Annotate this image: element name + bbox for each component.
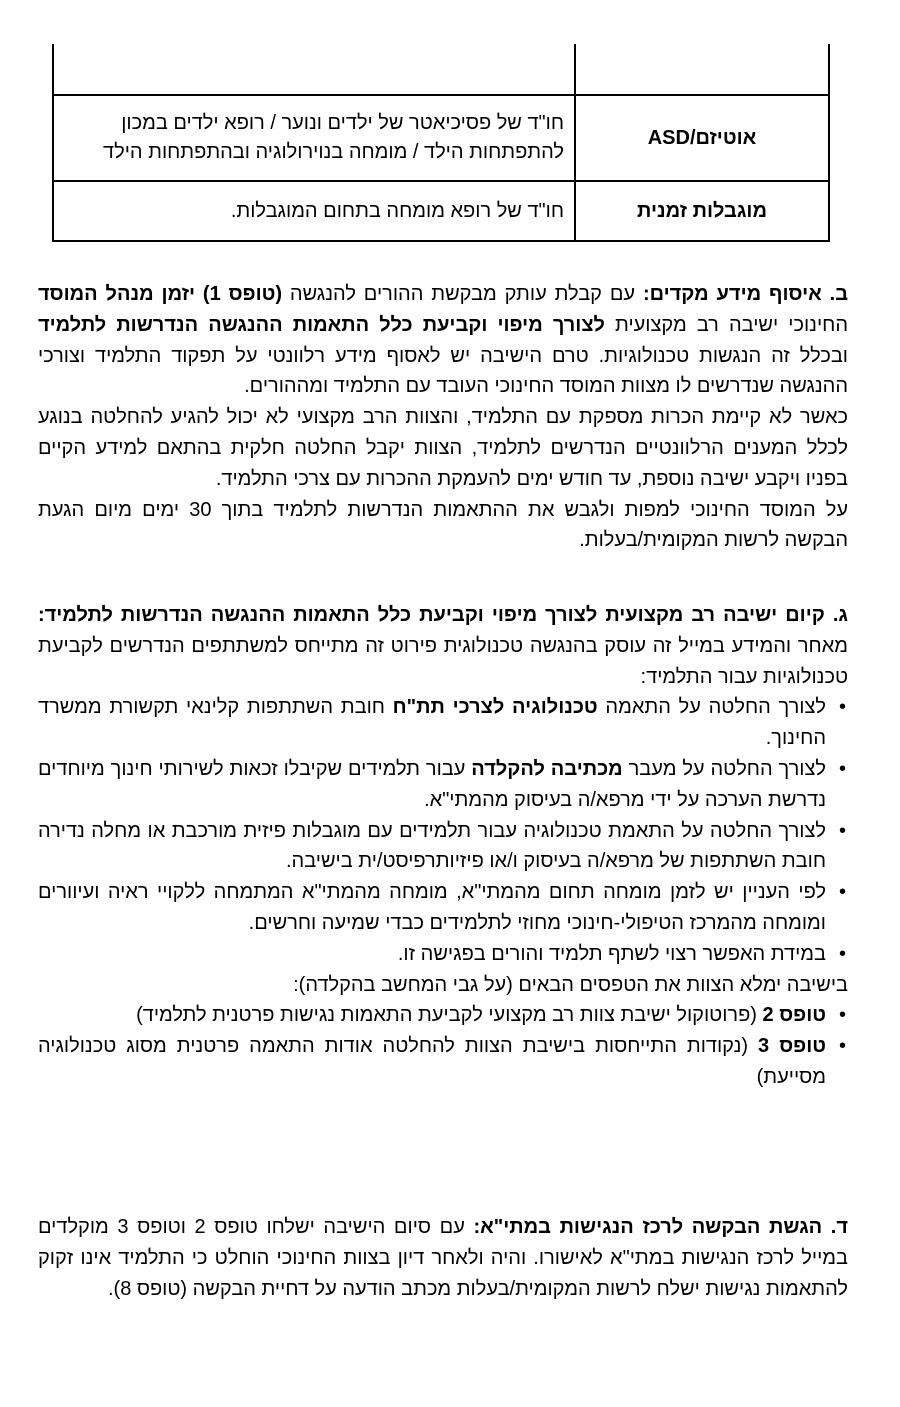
table-cell-requirement — [53, 44, 575, 95]
table-cell-category: מוגבלות זמנית — [575, 181, 829, 241]
list-item — [38, 692, 848, 754]
text-span: לפי העניין יש לזמן מומחה תחום מהמתי"א, מומחה מהמתי"א המתמחה ללקויי ראיה ועיוורים ומומחה מהמרכז הטיפולי-חינוכי מחוזי לתלמידים כבדי שמיעה וחרשים. — [38, 881, 826, 934]
section-c-heading: ג. קיום ישיבה רב מקצועית לצורך מיפוי וקביעת כלל התאמות ההנגשה הנדרשות לתלמיד: — [38, 604, 848, 626]
requirement-line: להתפתחות הילד / מומחה בנוירולוגיה ובהתפתחות הילד — [103, 141, 564, 163]
text-span: עם סיום הישיבה ישלחו טופס 2 וטופס 3 מוקלדים במייל לרכז הנגישות במתי"א לאישורו. והיה ולאחר דיון בצוות החינוכי הוחלט כי התלמיד אינו זקוק להתאמות נגישות ישלח לרשות המקומית/בעלות מכתב הודעה על דחיית הבקשה (טופס 8). — [38, 1216, 848, 1300]
bullet-icon: • — [838, 942, 846, 965]
section-b-heading: ב. איסוף מידע מקדים: — [642, 283, 849, 305]
text-span: (פרוטוקול ישיבת צוות רב מקצועי לקביעת התאמות נגישות פרטנית לתלמיד) — [136, 1004, 763, 1027]
section-d-paragraph — [38, 1212, 848, 1304]
section-d-heading: ד. הגשת הבקשה לרכז הנגישות במתי"א: — [473, 1216, 848, 1238]
section-b-paragraph-2: כאשר לא קיימת הכרות מספקת עם התלמיד, והצוות הרב מקצועי לא יכול להגיע להחלטה בנוגע לכלל המענים הרלוונטיים הנדרשים לתלמיד, הצוות יקבל החלטה חלקית בהתאם למידע הקיים בפניו ויקבע ישיבה נוספת, עד חודש ימים להעמקת ההכרות עם צרכי התלמיד. — [38, 406, 848, 490]
list-item — [38, 816, 848, 878]
bullet-icon: • — [838, 819, 846, 842]
table-cell-requirement: חו"ד של רופא מומחה בתחום המוגבלות. — [53, 181, 575, 241]
text-span: החינוכי ישיבה רב מקצועית — [604, 313, 848, 336]
text-span: במידת האפשר רצוי לשתף תלמיד והורים בפגישה זו. — [397, 942, 826, 965]
section-c-intro — [38, 600, 848, 692]
bullet-icon: • — [838, 881, 846, 904]
text-span: לצורך החלטה על התאמת טכנולוגיה עבור תלמידים עם מוגבלות פיזית מורכבת או מחלה נדירה חובת השתתפות של מרפא/ה בעיסוק ו/או פיזיותרפיסט/ית בישיבה. — [38, 819, 826, 873]
text-span: (טופס 1) יזמן מנהל המוסד — [38, 283, 283, 305]
text-span: לצורך החלטה על מעבר — [622, 757, 826, 780]
bullet-icon: • — [838, 696, 846, 719]
text-span: לצורך מיפוי וקביעת כלל התאמות ההנגשה הנדרשות לתלמיד — [38, 313, 605, 336]
forms-intro: בישיבה ימלא הצוות את הטפסים הבאים (על גבי המחשב בהקלדה): — [293, 973, 848, 996]
requirement-line: חו"ד של פסיכיאטר של ילדים ונוער / רופא ילדים במכון — [121, 112, 564, 134]
text-span: לצורך החלטה על התאמה — [597, 696, 826, 719]
text-span: טופס 2 — [762, 1004, 826, 1027]
text-span: עבור תלמידים שקיבלו זכאות לשירותי חינוך מיוחדים נדרשת הערכה על ידי מרפא/ה בעיסוק מהמתי"א. — [38, 757, 826, 811]
bullet-icon: • — [838, 1004, 846, 1027]
table-cell-category — [575, 44, 829, 95]
list-item — [38, 1031, 848, 1093]
text-span: טכנולוגיה לצרכי תת"ח — [392, 696, 598, 719]
list-item — [38, 877, 848, 939]
section-b-paragraph-3: על המוסד החינוכי למפות ולגבש את ההתאמות הנדרשות לתלמיד בתוך 30 ימים מיום הגעת הבקשה לרשות המקומית/בעלות. — [38, 498, 848, 552]
list-item — [38, 939, 848, 970]
bullet-icon: • — [838, 1035, 846, 1058]
text-span: (נקודות התייחסות בישיבת הצוות להחלטה אודות התאמה פרטנית מסוג טכנולוגיה מסייעת) — [38, 1035, 826, 1088]
table-row — [53, 181, 829, 241]
text-span: ובכלל זה הנגשות טכנולוגיות. טרם הישיבה יש לאסוף מידע רלוונטי על תפקוד התלמיד וצורכי ההנגשה שנדרשים לו מצוות המוסד החינוכי העובד עם התלמיד ומההורים. — [38, 344, 848, 398]
section-d — [38, 1212, 848, 1304]
table-cell-requirement — [53, 95, 575, 181]
table-row — [53, 44, 829, 95]
requirements-table — [52, 44, 830, 242]
section-b — [38, 279, 848, 556]
table-cell-category — [575, 95, 829, 181]
text-span: מאחר והמידע במייל זה עוסק בהנגשה טכנולוגית פירוט זה מתייחס למשתתפים הנדרשים לקביעת טכנולוגיות עבור התלמיד: — [38, 634, 848, 688]
text-span: עם קבלת עותק מבקשת ההורים להנגשה — [282, 283, 643, 305]
section-c — [38, 600, 848, 1093]
list-item — [38, 754, 848, 816]
section-b-paragraph-1 — [38, 279, 848, 402]
list-item — [38, 1000, 848, 1031]
category-autism: אוטיזם/ASD — [647, 126, 757, 149]
bullet-icon: • — [838, 757, 846, 780]
text-span: טופס 3 — [758, 1035, 826, 1058]
text-span: מכתיבה להקלדה — [471, 757, 623, 780]
text-span: חובת השתתפות קלינאי תקשורת ממשרד החינוך. — [38, 696, 826, 750]
table-row — [53, 95, 829, 181]
